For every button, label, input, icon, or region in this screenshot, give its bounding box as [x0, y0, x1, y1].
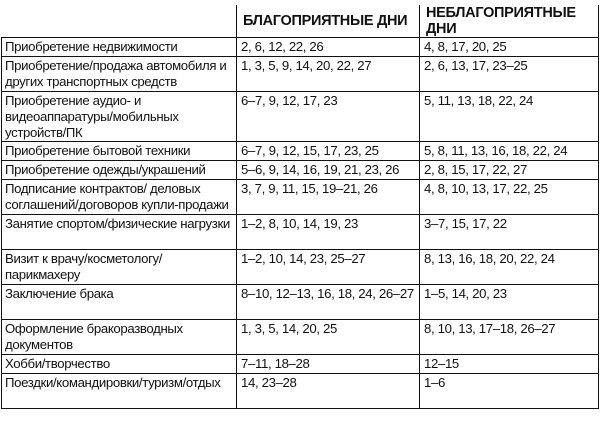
favorable-days-cell: 1–2, 10, 14, 23, 25–27: [237, 250, 420, 285]
table-row: [2, 215, 599, 250]
favorable-days-cell: 6–7, 9, 12, 17, 23: [237, 92, 420, 142]
favorable-days-cell: 7–11, 18–28: [237, 355, 420, 374]
unfavorable-days-cell: 3–7, 15, 17, 22: [420, 215, 599, 250]
table-row: [2, 285, 599, 320]
table-row: [2, 374, 599, 409]
favorable-days-cell: 5–6, 9, 14, 16, 19, 21, 23, 26: [237, 161, 420, 180]
activity-cell: Приобретение бытовой техники: [2, 142, 237, 161]
table-row: [2, 355, 599, 374]
activity-cell: Заключение брака: [2, 285, 237, 320]
activity-cell: Приобретение одежды/украшений: [2, 161, 237, 180]
activity-cell: Подписание контрактов/ деловых соглашений/договоров купли-продажи: [2, 180, 237, 215]
table-row: [2, 142, 599, 161]
favorable-days-cell: 14, 23–28: [237, 374, 420, 409]
favorable-days-cell: 1, 3, 5, 9, 14, 20, 22, 27: [237, 57, 420, 92]
favorable-days-cell: 6–7, 9, 12, 15, 17, 23, 25: [237, 142, 420, 161]
activity-cell: Поездки/командировки/туризм/отдых: [2, 374, 237, 409]
unfavorable-days-cell: 4, 8, 17, 20, 25: [420, 38, 599, 57]
activity-cell: Приобретение аудио- и видеоаппаратуры/мобильных устройств/ПК: [2, 92, 237, 142]
unfavorable-days-cell: 5, 8, 11, 13, 16, 18, 22, 24: [420, 142, 599, 161]
favorable-days-cell: 3, 7, 9, 11, 15, 19–21, 26: [237, 180, 420, 215]
activity-cell: Приобретение недвижимости: [2, 38, 237, 57]
table-row: [2, 161, 599, 180]
favorable-days-table: [1, 5, 599, 409]
table-row: [2, 320, 599, 355]
table-row: [2, 57, 599, 92]
header-unfavorable-days: НЕБЛАГОПРИЯТНЫЕ ДНИ: [420, 5, 599, 38]
table-row: [2, 38, 599, 57]
header-favorable-days: БЛАГОПРИЯТНЫЕ ДНИ: [237, 5, 420, 38]
activity-cell: Визит к врачу/косметологу/ парикмахеру: [2, 250, 237, 285]
favorable-days-cell: 1, 3, 5, 14, 20, 25: [237, 320, 420, 355]
header-activity: [2, 5, 237, 38]
activity-cell: Хобби/творчество: [2, 355, 237, 374]
favorable-days-cell: 1–2, 8, 10, 14, 19, 23: [237, 215, 420, 250]
table-header-row: [2, 5, 599, 38]
unfavorable-days-cell: 12–15: [420, 355, 599, 374]
unfavorable-days-cell: 1–6: [420, 374, 599, 409]
unfavorable-days-cell: 1–5, 14, 20, 23: [420, 285, 599, 320]
unfavorable-days-cell: 8, 13, 16, 18, 20, 22, 24: [420, 250, 599, 285]
activity-cell: Оформление бракоразводных документов: [2, 320, 237, 355]
favorable-days-cell: 2, 6, 12, 22, 26: [237, 38, 420, 57]
unfavorable-days-cell: 4, 8, 10, 13, 17, 22, 25: [420, 180, 599, 215]
unfavorable-days-cell: 2, 8, 15, 17, 22, 27: [420, 161, 599, 180]
activity-cell: Приобретение/продажа автомобиля и других транспортных средств: [2, 57, 237, 92]
unfavorable-days-cell: 5, 11, 13, 18, 22, 24: [420, 92, 599, 142]
table-row: [2, 92, 599, 142]
unfavorable-days-cell: 8, 10, 13, 17–18, 26–27: [420, 320, 599, 355]
table-row: [2, 180, 599, 215]
activity-cell: Занятие спортом/физические нагрузки: [2, 215, 237, 250]
table-row: [2, 250, 599, 285]
favorable-days-cell: 8–10, 12–13, 16, 18, 24, 26–27: [237, 285, 420, 320]
unfavorable-days-cell: 2, 6, 13, 17, 23–25: [420, 57, 599, 92]
